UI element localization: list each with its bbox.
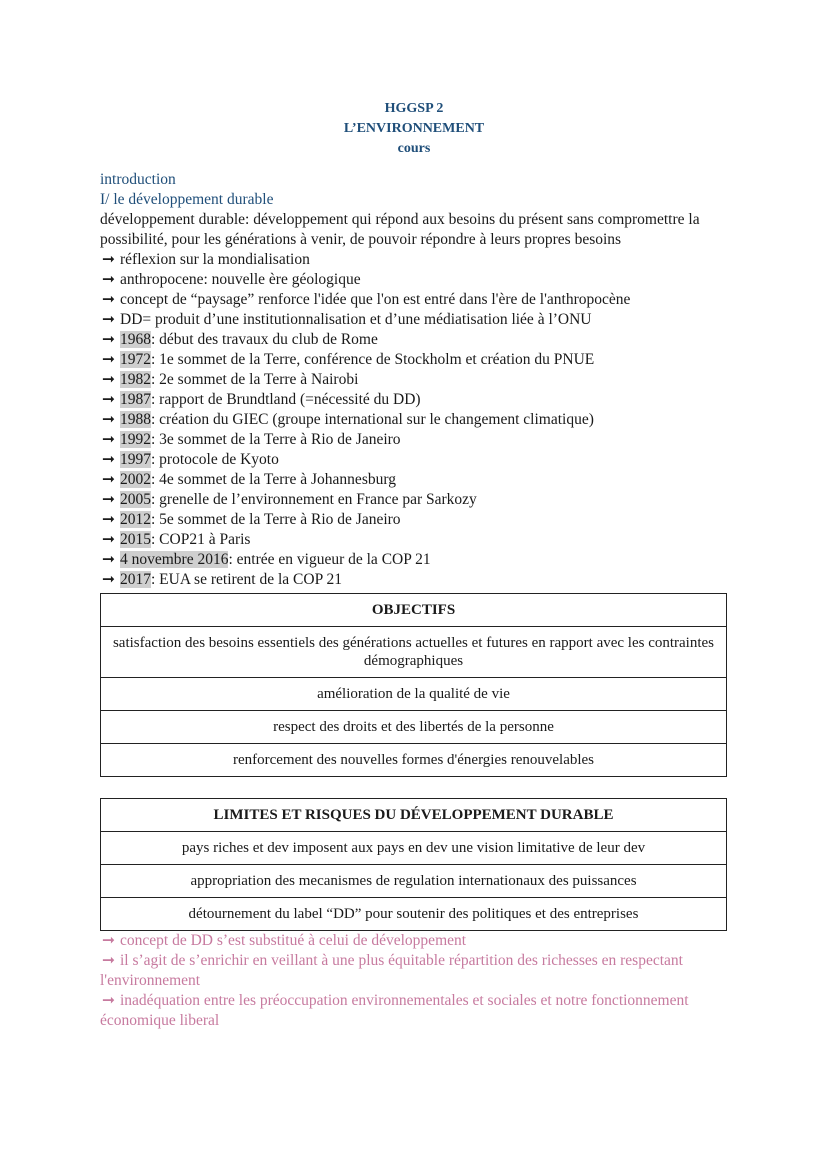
arrow-icon: ➞ (102, 952, 115, 969)
timeline-text: : COP21 à Paris (151, 531, 251, 548)
timeline-item (100, 370, 728, 390)
timeline-date: 1982 (120, 371, 151, 388)
header-title: L’ENVIRONNEMENT (343, 121, 485, 136)
timeline-text: : début des travaux du club de Rome (151, 331, 378, 348)
objectifs-row: respect des droits et des libertés de la personne (101, 711, 727, 744)
bullet-text: anthropocene: nouvelle ère géologique (120, 271, 361, 288)
timeline-item (100, 530, 728, 550)
timeline-item (100, 510, 728, 530)
timeline-text: : 5e sommet de la Terre à Rio de Janeiro (151, 511, 401, 528)
notes-list (100, 931, 728, 1031)
limites-table (100, 798, 727, 931)
note-text: inadéquation entre les préoccupation environnementales et sociales et notre fonctionnement économique liberal (100, 992, 689, 1029)
bullet-text: DD= produit d’une institutionnalisation et d’une médiatisation liée à l’ONU (120, 311, 592, 328)
arrow-icon: ➞ (102, 291, 115, 308)
arrow-icon: ➞ (102, 251, 115, 268)
document-page (100, 0, 728, 1031)
timeline-date: 2015 (120, 531, 151, 548)
objectifs-title: OBJECTIFS (101, 594, 727, 627)
timeline-item (100, 330, 728, 350)
objectifs-row: satisfaction des besoins essentiels des générations actuelles et futures en rapport avec les contraintes démographiques (101, 627, 727, 678)
arrow-icon: ➞ (102, 531, 115, 548)
objectifs-table (100, 593, 727, 777)
limites-row: pays riches et dev imposent aux pays en dev une vision limitative de leur dev (101, 832, 727, 865)
arrow-icon: ➞ (102, 271, 115, 288)
timeline-item (100, 450, 728, 470)
arrow-icon: ➞ (102, 351, 115, 368)
timeline-date: 1972 (120, 351, 151, 368)
timeline-text: : 4e sommet de la Terre à Johannesburg (151, 471, 396, 488)
timeline-text: : rapport de Brundtland (=nécessité du DD) (151, 391, 421, 408)
heading-introduction: introduction (100, 171, 176, 188)
arrow-icon: ➞ (102, 371, 115, 388)
limites-row: détournement du label “DD” pour soutenir des politiques et des entreprises (101, 898, 727, 931)
arrow-icon: ➞ (102, 311, 115, 328)
bullet-item (100, 310, 728, 330)
timeline-date: 1987 (120, 391, 151, 408)
header-subject: HGGSP 2 (384, 101, 444, 116)
note-item (100, 951, 728, 991)
timeline-text: : protocole de Kyoto (151, 451, 279, 468)
timeline-text: : EUA se retirent de la COP 21 (151, 571, 342, 588)
document-header (100, 0, 728, 159)
bullet-text: concept de “paysage” renforce l'idée que l'on est entré dans l'ère de l'anthropocène (120, 291, 631, 308)
objectifs-row: amélioration de la qualité de vie (101, 678, 727, 711)
arrow-icon: ➞ (102, 511, 115, 528)
timeline-item (100, 470, 728, 490)
timeline-text: : entrée en vigueur de la COP 21 (228, 551, 431, 568)
timeline-date: 2012 (120, 511, 151, 528)
limites-row: appropriation des mecanismes de regulation internationaux des puissances (101, 865, 727, 898)
timeline-item (100, 390, 728, 410)
arrow-icon: ➞ (102, 932, 115, 949)
timeline-text: : création du GIEC (groupe international sur le changement climatique) (151, 411, 594, 428)
arrow-icon: ➞ (102, 551, 115, 568)
objectifs-row: renforcement des nouvelles formes d'énergies renouvelables (101, 744, 727, 777)
timeline-date: 1988 (120, 411, 151, 428)
timeline-item (100, 550, 728, 570)
bullet-text: réflexion sur la mondialisation (120, 251, 310, 268)
timeline-item (100, 350, 728, 370)
header-type: cours (397, 141, 431, 156)
arrow-icon: ➞ (102, 451, 115, 468)
bullet-item (100, 270, 728, 290)
note-item (100, 991, 728, 1031)
timeline-list (100, 330, 728, 590)
arrow-icon: ➞ (102, 431, 115, 448)
timeline-date: 1968 (120, 331, 151, 348)
note-item (100, 931, 728, 951)
definition-paragraph: développement durable: développement qui répond aux besoins du présent sans compromettre la possibilité, pour les générations à venir, de pouvoir répondre à leurs propres besoins (100, 211, 700, 248)
arrow-icon: ➞ (102, 471, 115, 488)
timeline-date: 2017 (120, 571, 151, 588)
arrow-icon: ➞ (102, 331, 115, 348)
timeline-date: 4 novembre 2016 (120, 551, 229, 568)
timeline-text: : grenelle de l’environnement en France par Sarkozy (151, 491, 477, 508)
arrow-icon: ➞ (102, 491, 115, 508)
heading-section-1: I/ le développement durable (100, 191, 274, 208)
arrow-icon: ➞ (102, 391, 115, 408)
timeline-item (100, 410, 728, 430)
bullet-list (100, 250, 728, 330)
timeline-date: 1992 (120, 431, 151, 448)
timeline-date: 1997 (120, 451, 151, 468)
arrow-icon: ➞ (102, 992, 115, 1009)
bullet-item (100, 250, 728, 270)
timeline-text: : 3e sommet de la Terre à Rio de Janeiro (151, 431, 401, 448)
timeline-item (100, 430, 728, 450)
note-text: il s’agit de s’enrichir en veillant à une plus équitable répartition des richesses en respectant l'environnement (100, 952, 683, 989)
arrow-icon: ➞ (102, 411, 115, 428)
timeline-text: : 2e sommet de la Terre à Nairobi (151, 371, 359, 388)
bullet-item (100, 290, 728, 310)
timeline-item (100, 490, 728, 510)
timeline-text: : 1e sommet de la Terre, conférence de Stockholm et création du PNUE (151, 351, 595, 368)
note-text: concept de DD s’est substitué à celui de développement (120, 932, 467, 949)
limites-title: LIMITES ET RISQUES DU DÉVELOPPEMENT DURABLE (101, 799, 727, 832)
timeline-date: 2002 (120, 471, 151, 488)
arrow-icon: ➞ (102, 571, 115, 588)
timeline-item (100, 570, 728, 590)
timeline-date: 2005 (120, 491, 151, 508)
